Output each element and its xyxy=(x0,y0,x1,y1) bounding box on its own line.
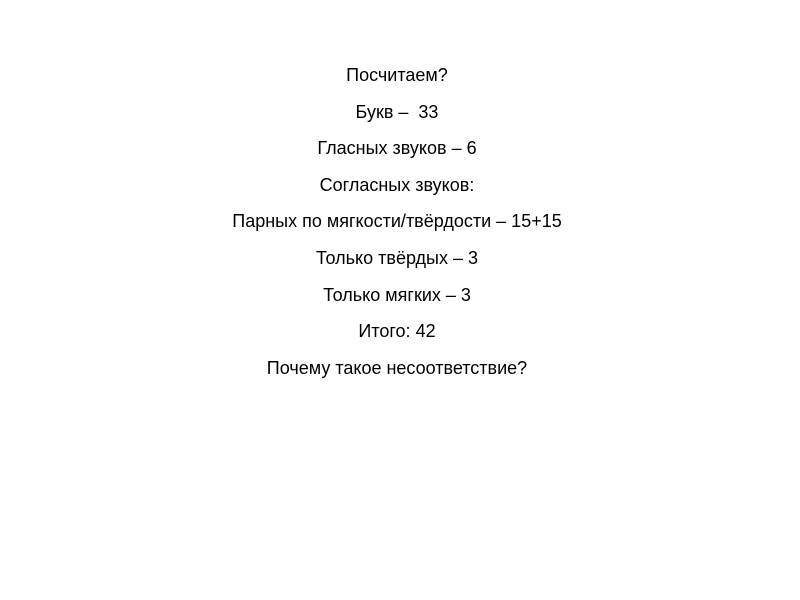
line-question-mismatch: Почему такое несоответствие? xyxy=(266,357,528,378)
line-paired-consonants: Парных по мягкости/твёрдости – 15+15 xyxy=(232,211,562,232)
line-question-count: Посчитаем? xyxy=(346,65,448,85)
line-consonant-sounds-heading: Согласных звуков: xyxy=(319,174,475,195)
line-vowel-sounds: Гласных звуков – 6 xyxy=(317,138,477,159)
slide-text-block xyxy=(0,64,794,393)
line-only-hard: Только твёрдых – 3 xyxy=(315,247,479,268)
line-total: Итого: 42 xyxy=(358,321,436,342)
line-letters-count: Букв – 33 xyxy=(355,101,439,122)
line-only-soft: Только мягких – 3 xyxy=(323,284,471,305)
